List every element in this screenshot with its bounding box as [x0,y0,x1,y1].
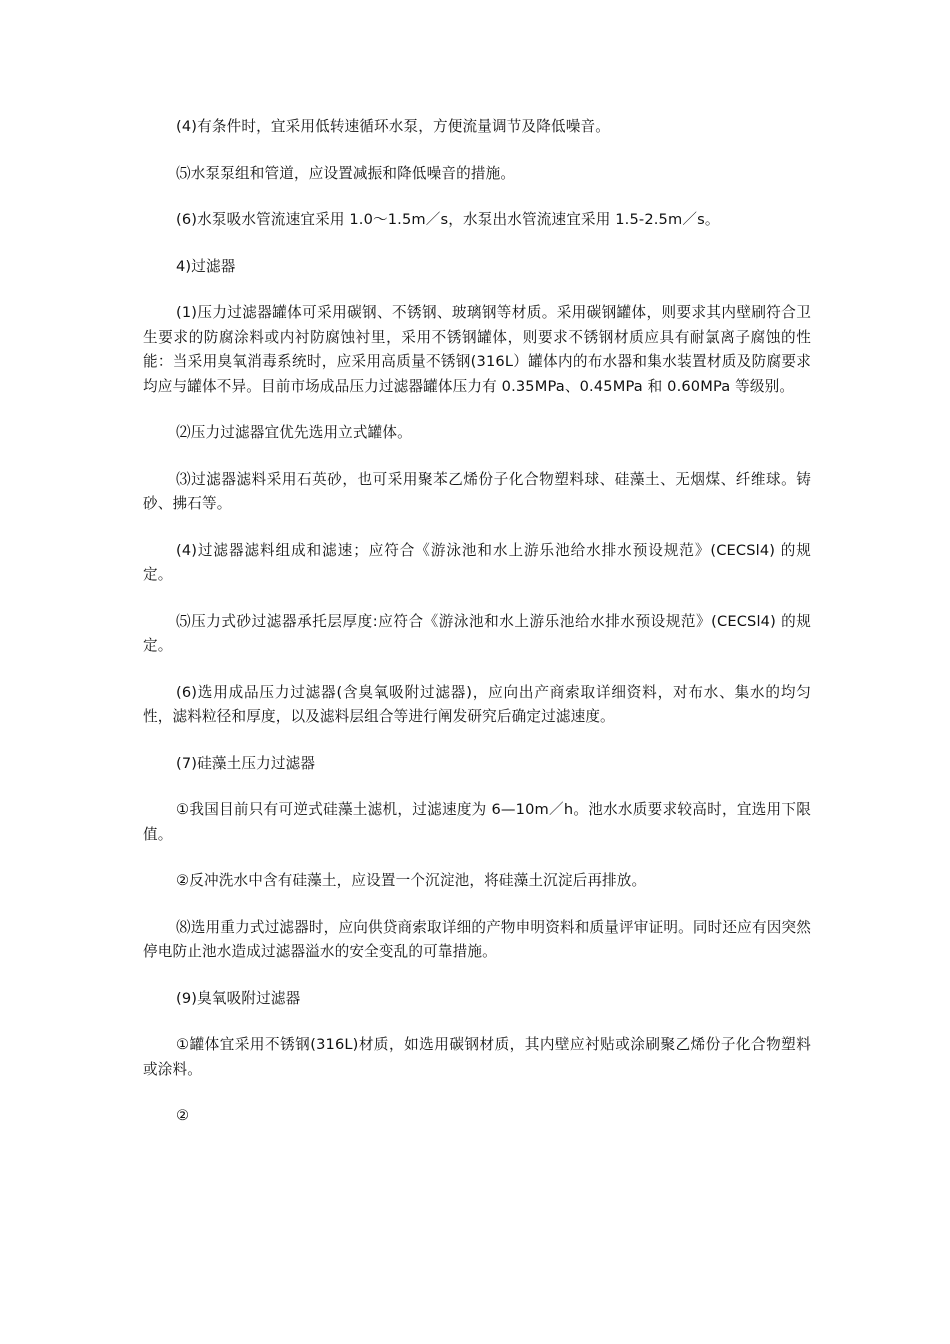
paragraph-backwash: ②反冲洗水中含有硅藻土，应设置一个沉淀池，将硅藻土沉淀后再排放。 [176,872,647,889]
paragraph-pump-low-speed: (4)有条件时，宜采用低转速循环水泵，方便流量调节及降低噪音。 [176,118,610,135]
paragraph-pump-flow-velocity: (6)水泵吸水管流速宜采用 1.0～1.5m／s，水泵出水管流速宜采用 1.5-2.5m／s。 [176,211,720,228]
paragraph-filter-media: ⑶过滤器滤料采用石英砂，也可采用聚苯乙烯份子化合物塑料球、硅藻土、无烟煤、纤维球。铸砂、拂石等。 [143,470,811,512]
paragraph-ozone-tank-material: ①罐体宜采用不锈钢(316L)材质，如选用碳钢材质，其内壁应衬贴或涂刷聚乙烯份子化合物塑料或涂料。 [143,1036,811,1078]
paragraph-pump-vibration: ⑸水泵泵组和管道，应设置减振和降低噪音的措施。 [176,164,516,182]
paragraph-diatomite-speed: ①我国目前只有可逆式硅藻土滤机，过滤速度为 6—10m／h。池水水质要求较高时，宜选用下限值。 [143,801,811,843]
paragraph-gravity-filter: ⑻选用重力式过滤器时，应向供贷商索取详细的产物申明资料和质量评审证明。同时还应有因突然停电防止池水造成过滤器溢水的安全变乱的可靠措施。 [143,918,811,960]
paragraph-item-two-marker: ② [176,1107,190,1124]
paragraph-filter-rate: (4)过滤器滤料组成和滤速；应符合《游泳池和水上游乐池给水排水预设规范》(CECSl4) 的规定。 [143,541,811,583]
paragraph-commercial-filter: (6)选用成品压力过滤器(含臭氧吸附过滤器)，应向出产商索取详细资料，对布水、集水的均匀性，滤料粒径和厚度，以及滤料层组合等进行阐发研究后确定过滤速度。 [143,683,811,725]
subheading-diatomite-filter: (7)硅藻土压力过滤器 [176,754,316,772]
paragraph-filter-tank-material: (1)压力过滤器罐体可采用碳钢、不锈钢、玻璃钢等材质。采用碳钢罐体，则要求其内壁刷符合卫生要求的防腐涂料或内衬防腐蚀衬里，采用不锈钢罐体，则要求不锈钢材质应具有耐氯离子腐蚀的性能：当采用臭氧消毒系统时，应采用高质量不锈钢(316L）罐体内的布水器和集水装置材质及防腐要求均应与罐体不异。目前市场成品压力过滤器罐体压力有 0.35MPa、0.45MPa 和 0.60MPa 等级别。 [143,304,811,395]
paragraph-support-layer: ⑸压力式砂过滤器承托层厚度:应符合《游泳池和水上游乐池给水排水预设规范》(CECSl4) 的规定。 [143,612,811,654]
section-heading-filter: 4)过滤器 [176,257,236,275]
paragraph-vertical-tank: ⑵压力过滤器宜优先选用立式罐体。 [176,424,412,441]
document-body [143,115,811,1151]
subheading-ozone-filter: (9)臭氧吸附过滤器 [176,989,301,1007]
